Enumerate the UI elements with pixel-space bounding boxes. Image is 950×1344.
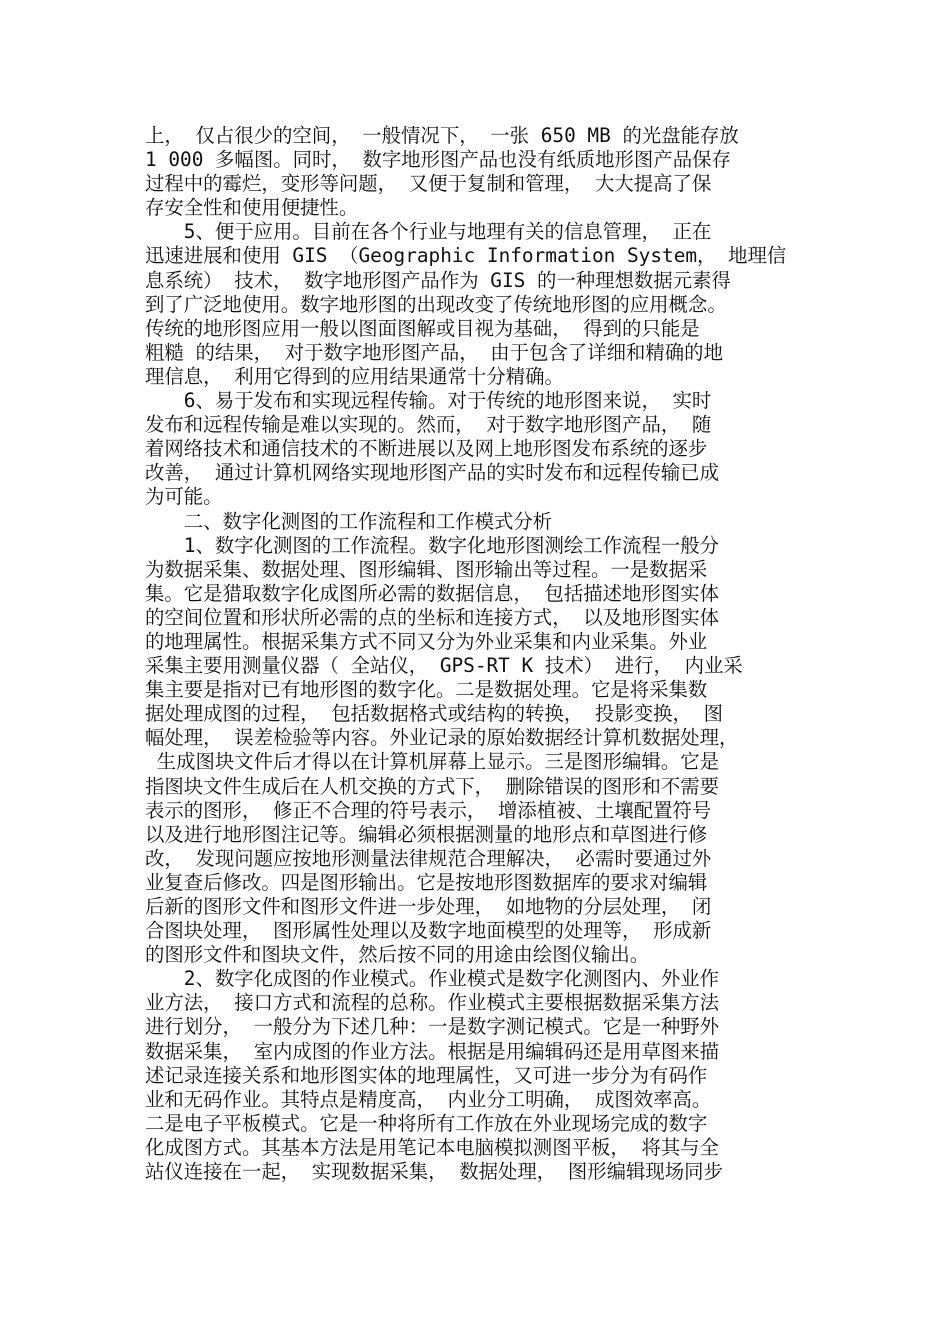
text-line: 2、数字化成图的作业模式。作业模式是数字化测图内、外业作 [145,967,720,991]
text-line: 迅速进展和使用 GIS （Geographic Information System， 地理信 [145,244,787,268]
text-line: 粗糙 的结果， 对于数字地形图产品， 由于包含了详细和精确的地 [145,340,723,364]
text-line: 后新的图形文件和图形文件进一步处理， 如地物的分层处理， 闭 [145,895,712,918]
text-line: 据处理成图的过程， 包括数据格式或结构的转换， 投影变换， 图 [145,702,723,726]
text-line: 业复查后修改。四是图形输出。它是按地形图数据库的要求对编辑 [145,870,708,894]
text-line: 化成图方式。其基本方法是用笔记本电脑模拟测图平板， 将其与全 [145,1135,720,1159]
text-line: 业和无码作业。其特点是精度高， 内业分工明确， 成图效率高。 [145,1087,712,1111]
body-text [145,124,815,1184]
text-line: 二、数字化测图的工作流程和工作模式分析 [145,509,553,533]
text-line: 表示的图形， 修正不合理的符号表示， 增添植被、土壤配置符号 [145,798,712,822]
text-line: 的地理属性。根据采集方式不同又分为外业采集和内业采集。外业 [145,629,708,653]
text-line: 的空间位置和形状所必需的点的坐标和连接方式， 以及地形图实体 [145,605,720,629]
text-line: 改善， 通过计算机网络实现地形图产品的实时发布和远程传输已成 [145,461,720,485]
text-line: 息系统） 技术， 数字地形图产品作为 GIS 的一种理想数据元素得 [145,268,731,292]
text-line: 合图块处理， 图形属性处理以及数字地面模型的处理等， 形成新 [145,919,712,943]
text-line: 6、易于发布和实现远程传输。对于传统的地形图来说， 实时 [145,389,712,413]
text-line: 理信息， 利用它得到的应用结果通常十分精确。 [145,364,564,388]
text-line: 1、数字化测图的工作流程。数字化地形图测绘工作流程一般分 [145,533,720,557]
text-line: 生成图块文件后才得以在计算机屏幕上显示。三是图形编辑。它是 [145,750,720,774]
text-line: 改， 发现问题应按地形测量法律规范合理解决， 必需时要通过外 [145,846,712,870]
text-line: 采集主要用测量仪器（ 全站仪， GPS-RT K 技术） 进行， 内业采 [145,654,743,678]
text-line: 集。它是猎取数字化成图所必需的数据信息， 包括描述地形图实体 [145,581,720,605]
text-line: 数据采集， 室内成图的作业方法。根据是用编辑码还是用草图来描 [145,1039,720,1063]
text-line: 幅处理， 误差检验等内容。外业记录的原始数据经计算机数据处理， [145,726,739,750]
text-line: 传统的地形图应用一般以图面图解或目视为基础， 得到的只能是 [145,316,700,340]
text-line: 1 000 多幅图。同时， 数字地形图产品也没有纸质地形图产品保存 [145,148,731,172]
text-line: 站仪连接在一起， 实现数据采集， 数据处理， 图形编辑现场同步 [145,1160,723,1184]
text-line: 为数据采集、数据处理、图形编辑、图形输出等过程。一是数据采 [145,557,708,581]
text-line: 进行划分， 一般分为下述几种：一是数字测记模式。它是一种野外 [145,1015,720,1039]
text-line: 发布和远程传输是难以实现的。然而， 对于数字地形图产品， 随 [145,413,712,437]
text-line: 集主要是指对已有地形图的数字化。二是数据处理。它是将采集数 [145,678,708,702]
text-line: 5、便于应用。目前在各个行业与地理有关的信息管理， 正在 [145,220,712,244]
text-line: 述记录连接关系和地形图实体的地理属性，又可进一步分为有码作 [145,1063,708,1087]
text-line: 到了广泛地使用。数字地形图的出现改变了传统地形图的应用概念。 [145,292,727,316]
text-line: 二是电子平板模式。它是一种将所有工作放在外业现场完成的数字 [145,1111,708,1135]
text-line: 指图块文件生成后在人机交换的方式下， 删除错误的图形和不需要 [145,774,720,798]
text-line: 上， 仅占很少的空间， 一般情况下， 一张 650 MB 的光盘能存放 [145,124,739,147]
text-line: 为可能。 [145,485,223,509]
text-line: 存安全性和使用便捷性。 [145,196,359,220]
text-line: 的图形文件和图块文件，然后按不同的用途由绘图仪输出。 [145,943,650,967]
text-line: 业方法， 接口方式和流程的总称。作业模式主要根据数据采集方法 [145,991,720,1015]
text-line: 着网络技术和通信技术的不断进展以及网上地形图发布系统的逐步 [145,437,708,461]
text-line: 过程中的霉烂，变形等问题， 又便于复制和管理， 大大提高了保 [145,172,712,196]
text-line: 以及进行地形图注记等。编辑必须根据测量的地形点和草图进行修 [145,822,708,846]
